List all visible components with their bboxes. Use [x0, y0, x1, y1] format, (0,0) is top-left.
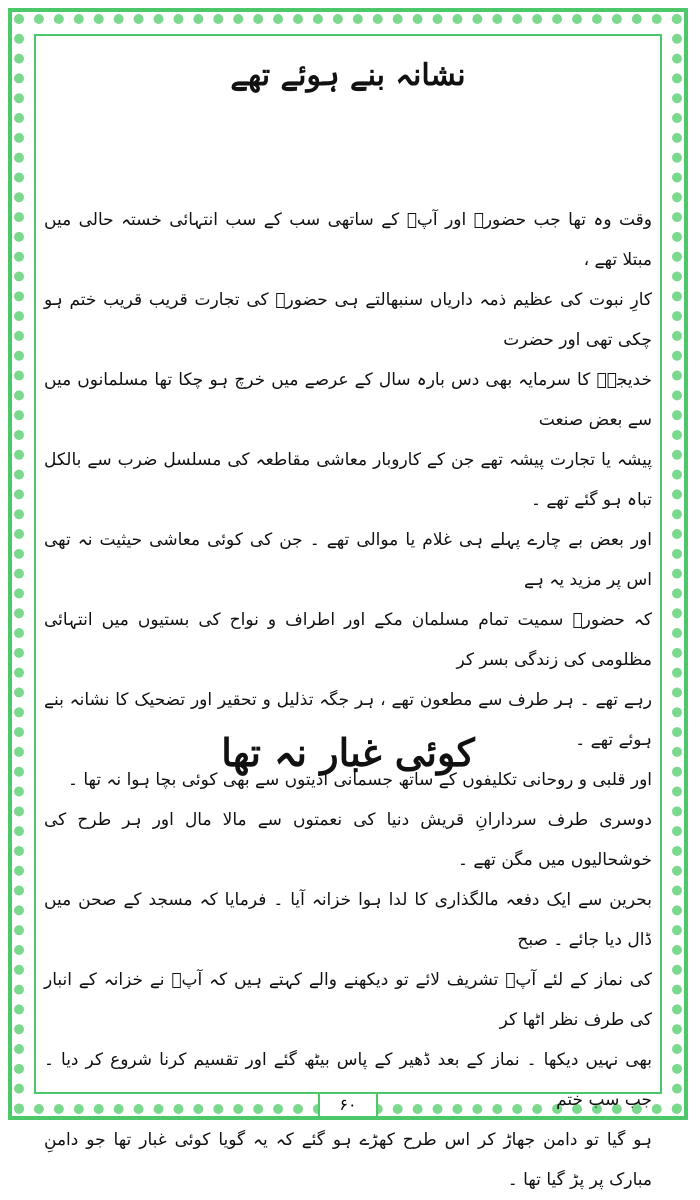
page-number: ۶۰	[318, 1092, 378, 1118]
text-line: رہے تھے ۔ ہر طرف سے مطعون تھے ، ہر جگہ تذلیل و تحقیر اور تضحیک کا نشانہ بنے ہوئے تھے ۔	[44, 690, 652, 750]
section1-paragraph	[44, 200, 652, 880]
section2-paragraph	[44, 880, 652, 1200]
text-line: ہو گیا تو دامن جھاڑ کر اس طرح کھڑے ہو گئے کہ یہ گویا کوئی غبار تھا جو دامنِ مبارک پر پڑ گیا تھا ۔	[44, 1130, 652, 1190]
text-line: اور قلبی و روحانی تکلیفوں کے ساتھ جسمانی اذیتوں سے بھی کوئی بچا ہوا نہ تھا ۔	[67, 770, 652, 790]
text-line: کارِ نبوت کی عظیم ذمہ داریاں سنبھالتے ہی حضورؐ کی تجارت قریب قریب ختم ہو چکی تھی اور حضرت	[44, 290, 652, 350]
text-line: کہ حضورؐ سمیت تمام مسلمان مکے اور اطراف و نواح کی بستیوں میں انتہائی مظلومی کی زندگی بسر کر	[44, 610, 652, 670]
text-line: دوسری طرف سردارانِ قریش دنیا کی نعمتوں سے مالا مال اور ہر طرح کی خوشحالیوں میں مگن تھے ۔	[44, 810, 652, 870]
text-line: بحرین سے ایک دفعہ مالگذاری کا لدا ہوا خزانہ آیا ۔ فرمایا کہ مسجد کے صحن میں ڈال دیا جائے ۔ صبح	[44, 890, 652, 950]
text-line: وقت وہ تھا جب حضورؐ اور آپؐ کے ساتھی سب کے سب انتہائی خستہ حالی میں مبتلا تھے ،	[44, 210, 652, 270]
section2-title: کوئی غبار نہ تھا	[221, 730, 475, 775]
text-line: کی نماز کے لئے آپؐ تشریف لائے تو دیکھنے والے کہتے ہیں کہ آپؐ نے خزانہ کے انبار کی طرف نظر اٹھا کر	[44, 970, 652, 1030]
section1-title: نشانہ بنے ہوئے تھے	[230, 58, 466, 93]
text-line: اور بعض بے چارے پہلے ہی غلام یا موالی تھے ۔ جن کی کوئی معاشی حیثیت نہ تھی اس پر مزید یہ ہے	[44, 530, 652, 590]
text-line: بھی نہیں دیکھا ۔ نماز کے بعد ڈھیر کے پاس بیٹھ گئے اور تقسیم کرنا شروع کر دیا ۔ جب سب ختم	[44, 1050, 652, 1110]
text-line: پیشہ یا تجارت پیشہ تھے جن کے کاروبار معاشی مقاطعہ کی مسلسل ضرب سے بالکل تباہ ہو گئے تھے ۔	[44, 450, 652, 510]
text-line: خدیجہؓ کا سرمایہ بھی دس بارہ سال کے عرصے میں خرچ ہو چکا تھا مسلمانوں میں سے بعض صنعت	[44, 370, 652, 430]
